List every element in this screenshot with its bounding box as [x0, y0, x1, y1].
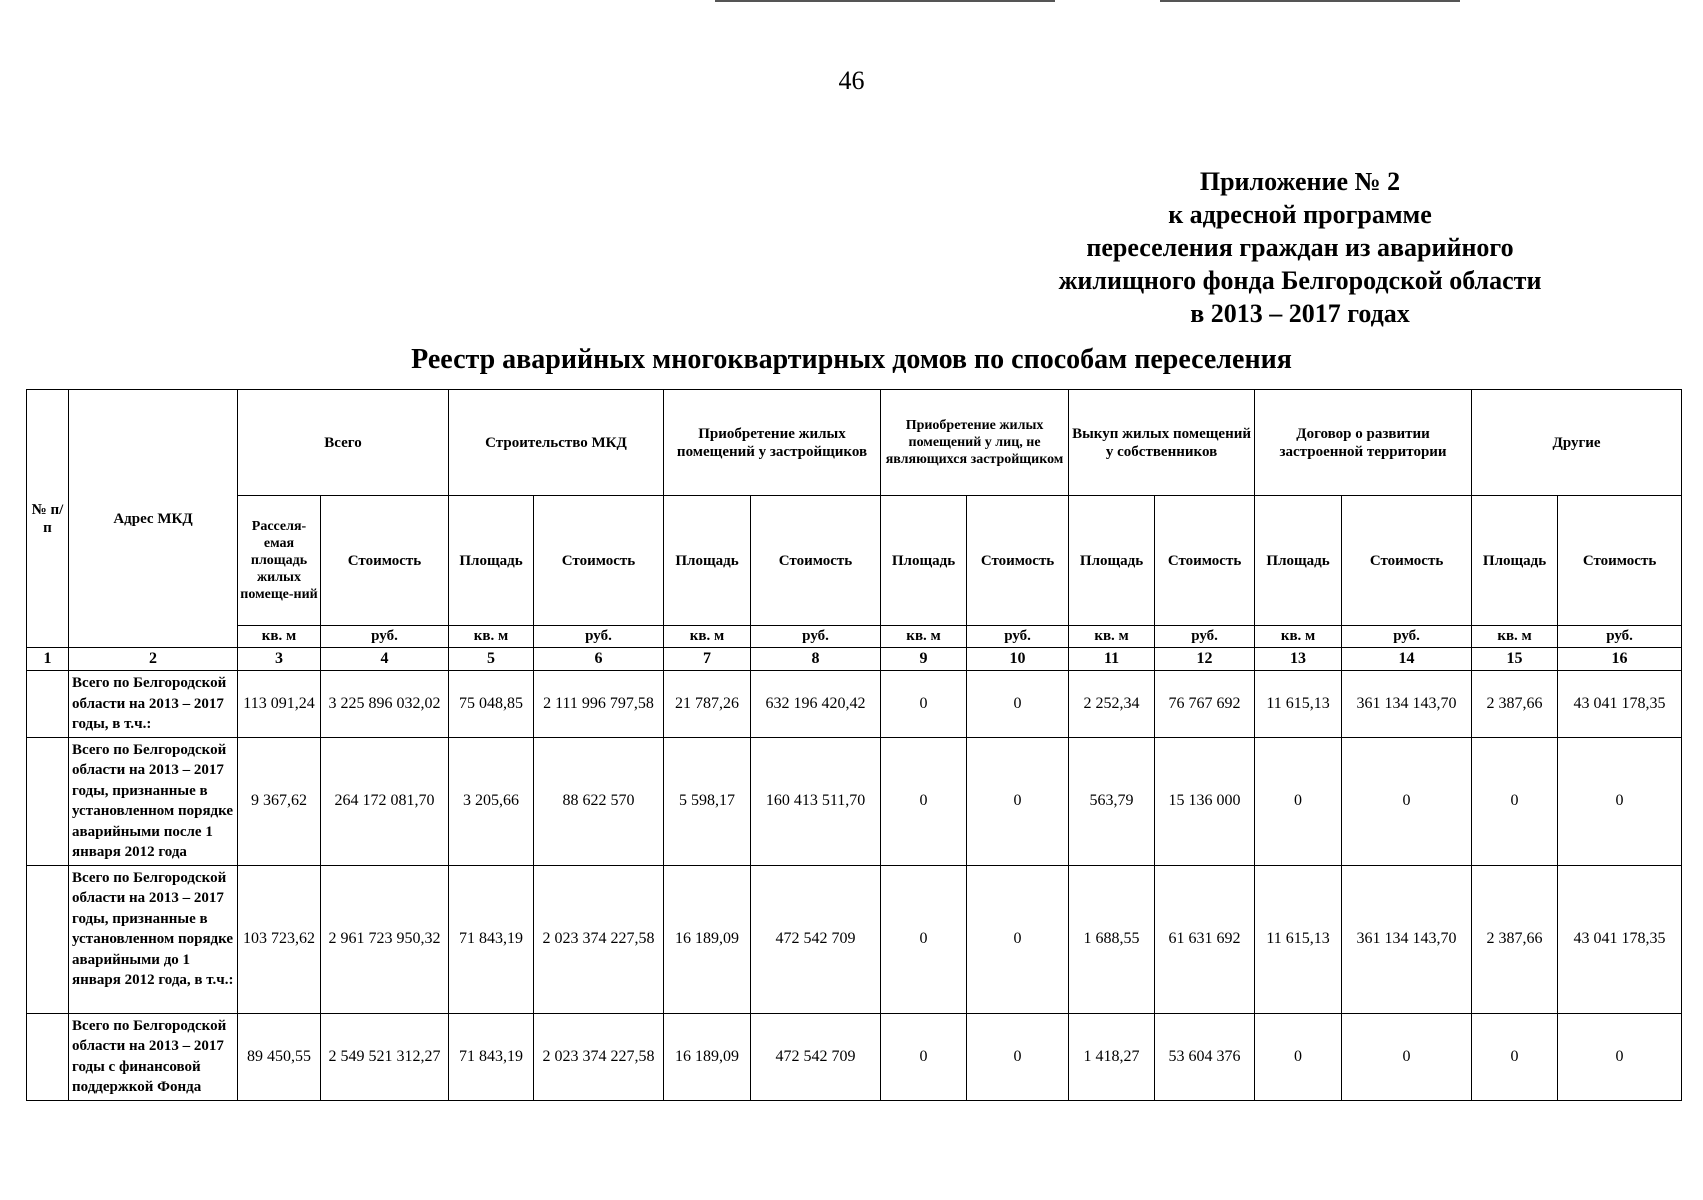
- value-cell: 9 367,62: [238, 737, 321, 865]
- group-header-construction: Строительство МКД: [449, 390, 664, 496]
- value-cell: 5 598,17: [664, 737, 751, 865]
- value-cell: 0: [1558, 1013, 1682, 1100]
- appendix-line: к адресной программе: [1168, 200, 1432, 229]
- value-cell: 0: [967, 671, 1069, 738]
- value-cell: 0: [1558, 737, 1682, 865]
- value-cell: 21 787,26: [664, 671, 751, 738]
- value-cell: 0: [967, 1013, 1069, 1100]
- unit-cost: руб.: [751, 626, 881, 648]
- header-row-subcolumns: [27, 496, 1682, 626]
- col-header-address: Адрес МКД: [69, 390, 238, 648]
- value-cell: 0: [1472, 1013, 1558, 1100]
- value-cell: 2 252,34: [1069, 671, 1155, 738]
- column-number: 3: [238, 648, 321, 671]
- subheader-cost: Стоимость: [751, 496, 881, 626]
- subheader-cost: Стоимость: [1558, 496, 1682, 626]
- address-cell: Всего по Белгородской области на 2013 – 2017 годы, признанные в установленном порядке аварийными после 1 января 2012 года: [69, 737, 238, 865]
- unit-cost: руб.: [967, 626, 1069, 648]
- value-cell: 472 542 709: [751, 1013, 881, 1100]
- value-cell: 0: [1472, 737, 1558, 865]
- column-number: 10: [967, 648, 1069, 671]
- group-header-other: Другие: [1472, 390, 1682, 496]
- registry-table: [26, 389, 1682, 1101]
- subheader-area: Площадь: [881, 496, 967, 626]
- value-cell: 0: [881, 737, 967, 865]
- group-header-buyout: Выкуп жилых помещений у собственников: [1069, 390, 1255, 496]
- value-cell: 0: [881, 1013, 967, 1100]
- value-cell: 16 189,09: [664, 865, 751, 1013]
- address-cell: Всего по Белгородской области на 2013 – 2017 годы с финансовой поддержкой Фонда: [69, 1013, 238, 1100]
- column-number: 12: [1155, 648, 1255, 671]
- value-cell: 71 843,19: [449, 865, 534, 1013]
- row-number-cell: [27, 737, 69, 865]
- value-cell: 0: [881, 865, 967, 1013]
- value-cell: 76 767 692: [1155, 671, 1255, 738]
- value-cell: 3 225 896 032,02: [321, 671, 449, 738]
- group-header-total: Всего: [238, 390, 449, 496]
- subheader-cost: Стоимость: [1155, 496, 1255, 626]
- value-cell: 2 387,66: [1472, 865, 1558, 1013]
- appendix-line: жилищного фонда Белгородской области: [1058, 266, 1542, 295]
- subheader-cost: Стоимость: [321, 496, 449, 626]
- value-cell: 0: [881, 671, 967, 738]
- unit-area: кв. м: [1472, 626, 1558, 648]
- group-header-purchase-developers: Приобретение жилых помещений у застройщиков: [664, 390, 881, 496]
- value-cell: 0: [1342, 737, 1472, 865]
- unit-cost: руб.: [321, 626, 449, 648]
- unit-cost: руб.: [1155, 626, 1255, 648]
- value-cell: 0: [1255, 737, 1342, 865]
- value-cell: 75 048,85: [449, 671, 534, 738]
- scan-artifact-line: [715, 0, 1055, 2]
- value-cell: 264 172 081,70: [321, 737, 449, 865]
- row-number-cell: [27, 671, 69, 738]
- col-header-number: № п/п: [27, 390, 69, 648]
- appendix-line: Приложение № 2: [1199, 167, 1401, 196]
- value-cell: 11 615,13: [1255, 865, 1342, 1013]
- subheader-cost: Стоимость: [534, 496, 664, 626]
- column-number: 1: [27, 648, 69, 671]
- unit-cost: руб.: [1558, 626, 1682, 648]
- address-cell: Всего по Белгородской области на 2013 – 2017 годы, признанные в установленном порядке аварийными до 1 января 2012 года, в т.ч.:: [69, 865, 238, 1013]
- subheader-resettled-area: Расселя-емая площадь жилых помеще-ний: [238, 496, 321, 626]
- value-cell: 88 622 570: [534, 737, 664, 865]
- subheader-cost: Стоимость: [967, 496, 1069, 626]
- address-cell: Всего по Белгородской области на 2013 – 2017 годы, в т.ч.:: [69, 671, 238, 738]
- value-cell: 632 196 420,42: [751, 671, 881, 738]
- value-cell: 1 418,27: [1069, 1013, 1155, 1100]
- unit-area: кв. м: [1255, 626, 1342, 648]
- subheader-area: Площадь: [664, 496, 751, 626]
- table-row: [27, 671, 1682, 738]
- header-row-groups: [27, 390, 1682, 496]
- value-cell: 160 413 511,70: [751, 737, 881, 865]
- subheader-cost: Стоимость: [1342, 496, 1472, 626]
- column-number: 14: [1342, 648, 1472, 671]
- value-cell: 472 542 709: [751, 865, 881, 1013]
- value-cell: 43 041 178,35: [1558, 671, 1682, 738]
- value-cell: 15 136 000: [1155, 737, 1255, 865]
- column-number: 8: [751, 648, 881, 671]
- table-row: [27, 1013, 1682, 1100]
- value-cell: 71 843,19: [449, 1013, 534, 1100]
- unit-cost: руб.: [1342, 626, 1472, 648]
- value-cell: 89 450,55: [238, 1013, 321, 1100]
- column-number: 6: [534, 648, 664, 671]
- value-cell: 16 189,09: [664, 1013, 751, 1100]
- value-cell: 0: [1342, 1013, 1472, 1100]
- header-row-units: [27, 626, 1682, 648]
- value-cell: 2 023 374 227,58: [534, 1013, 664, 1100]
- value-cell: 0: [967, 865, 1069, 1013]
- unit-area: кв. м: [664, 626, 751, 648]
- row-number-cell: [27, 1013, 69, 1100]
- column-number: 16: [1558, 648, 1682, 671]
- unit-area: кв. м: [881, 626, 967, 648]
- column-number: 9: [881, 648, 967, 671]
- table-row: [27, 737, 1682, 865]
- value-cell: 361 134 143,70: [1342, 671, 1472, 738]
- group-header-purchase-non-developers: Приобретение жилых помещений у лиц, не являющихся застройщиком: [881, 390, 1069, 496]
- subheader-area: Площадь: [1255, 496, 1342, 626]
- value-cell: 0: [1255, 1013, 1342, 1100]
- unit-area: кв. м: [1069, 626, 1155, 648]
- value-cell: 1 688,55: [1069, 865, 1155, 1013]
- column-number: 5: [449, 648, 534, 671]
- document-title: Реестр аварийных многоквартирных домов по способам переселения: [411, 344, 1292, 375]
- unit-area: кв. м: [238, 626, 321, 648]
- scan-artifact-line: [1160, 0, 1460, 2]
- value-cell: 61 631 692: [1155, 865, 1255, 1013]
- column-number: 11: [1069, 648, 1155, 671]
- appendix-line: переселения граждан из аварийного: [1086, 233, 1514, 262]
- subheader-area: Площадь: [1069, 496, 1155, 626]
- column-number: 13: [1255, 648, 1342, 671]
- value-cell: 2 961 723 950,32: [321, 865, 449, 1013]
- value-cell: 563,79: [1069, 737, 1155, 865]
- column-number: 15: [1472, 648, 1558, 671]
- value-cell: 43 041 178,35: [1558, 865, 1682, 1013]
- unit-area: кв. м: [449, 626, 534, 648]
- value-cell: 11 615,13: [1255, 671, 1342, 738]
- value-cell: 103 723,62: [238, 865, 321, 1013]
- subheader-area: Площадь: [449, 496, 534, 626]
- group-header-territory-development: Договор о развитии застроенной территории: [1255, 390, 1472, 496]
- header-row-column-numbers: [27, 648, 1682, 671]
- value-cell: 361 134 143,70: [1342, 865, 1472, 1013]
- value-cell: 2 111 996 797,58: [534, 671, 664, 738]
- column-number: 4: [321, 648, 449, 671]
- value-cell: 113 091,24: [238, 671, 321, 738]
- page-number: 46: [838, 66, 865, 95]
- value-cell: 2 023 374 227,58: [534, 865, 664, 1013]
- column-number: 2: [69, 648, 238, 671]
- unit-cost: руб.: [534, 626, 664, 648]
- table-row: [27, 865, 1682, 1013]
- subheader-area: Площадь: [1472, 496, 1558, 626]
- value-cell: 2 387,66: [1472, 671, 1558, 738]
- value-cell: 3 205,66: [449, 737, 534, 865]
- row-number-cell: [27, 865, 69, 1013]
- appendix-header: [1010, 165, 1590, 330]
- value-cell: 53 604 376: [1155, 1013, 1255, 1100]
- column-number: 7: [664, 648, 751, 671]
- appendix-line: в 2013 – 2017 годах: [1190, 299, 1410, 328]
- value-cell: 0: [967, 737, 1069, 865]
- value-cell: 2 549 521 312,27: [321, 1013, 449, 1100]
